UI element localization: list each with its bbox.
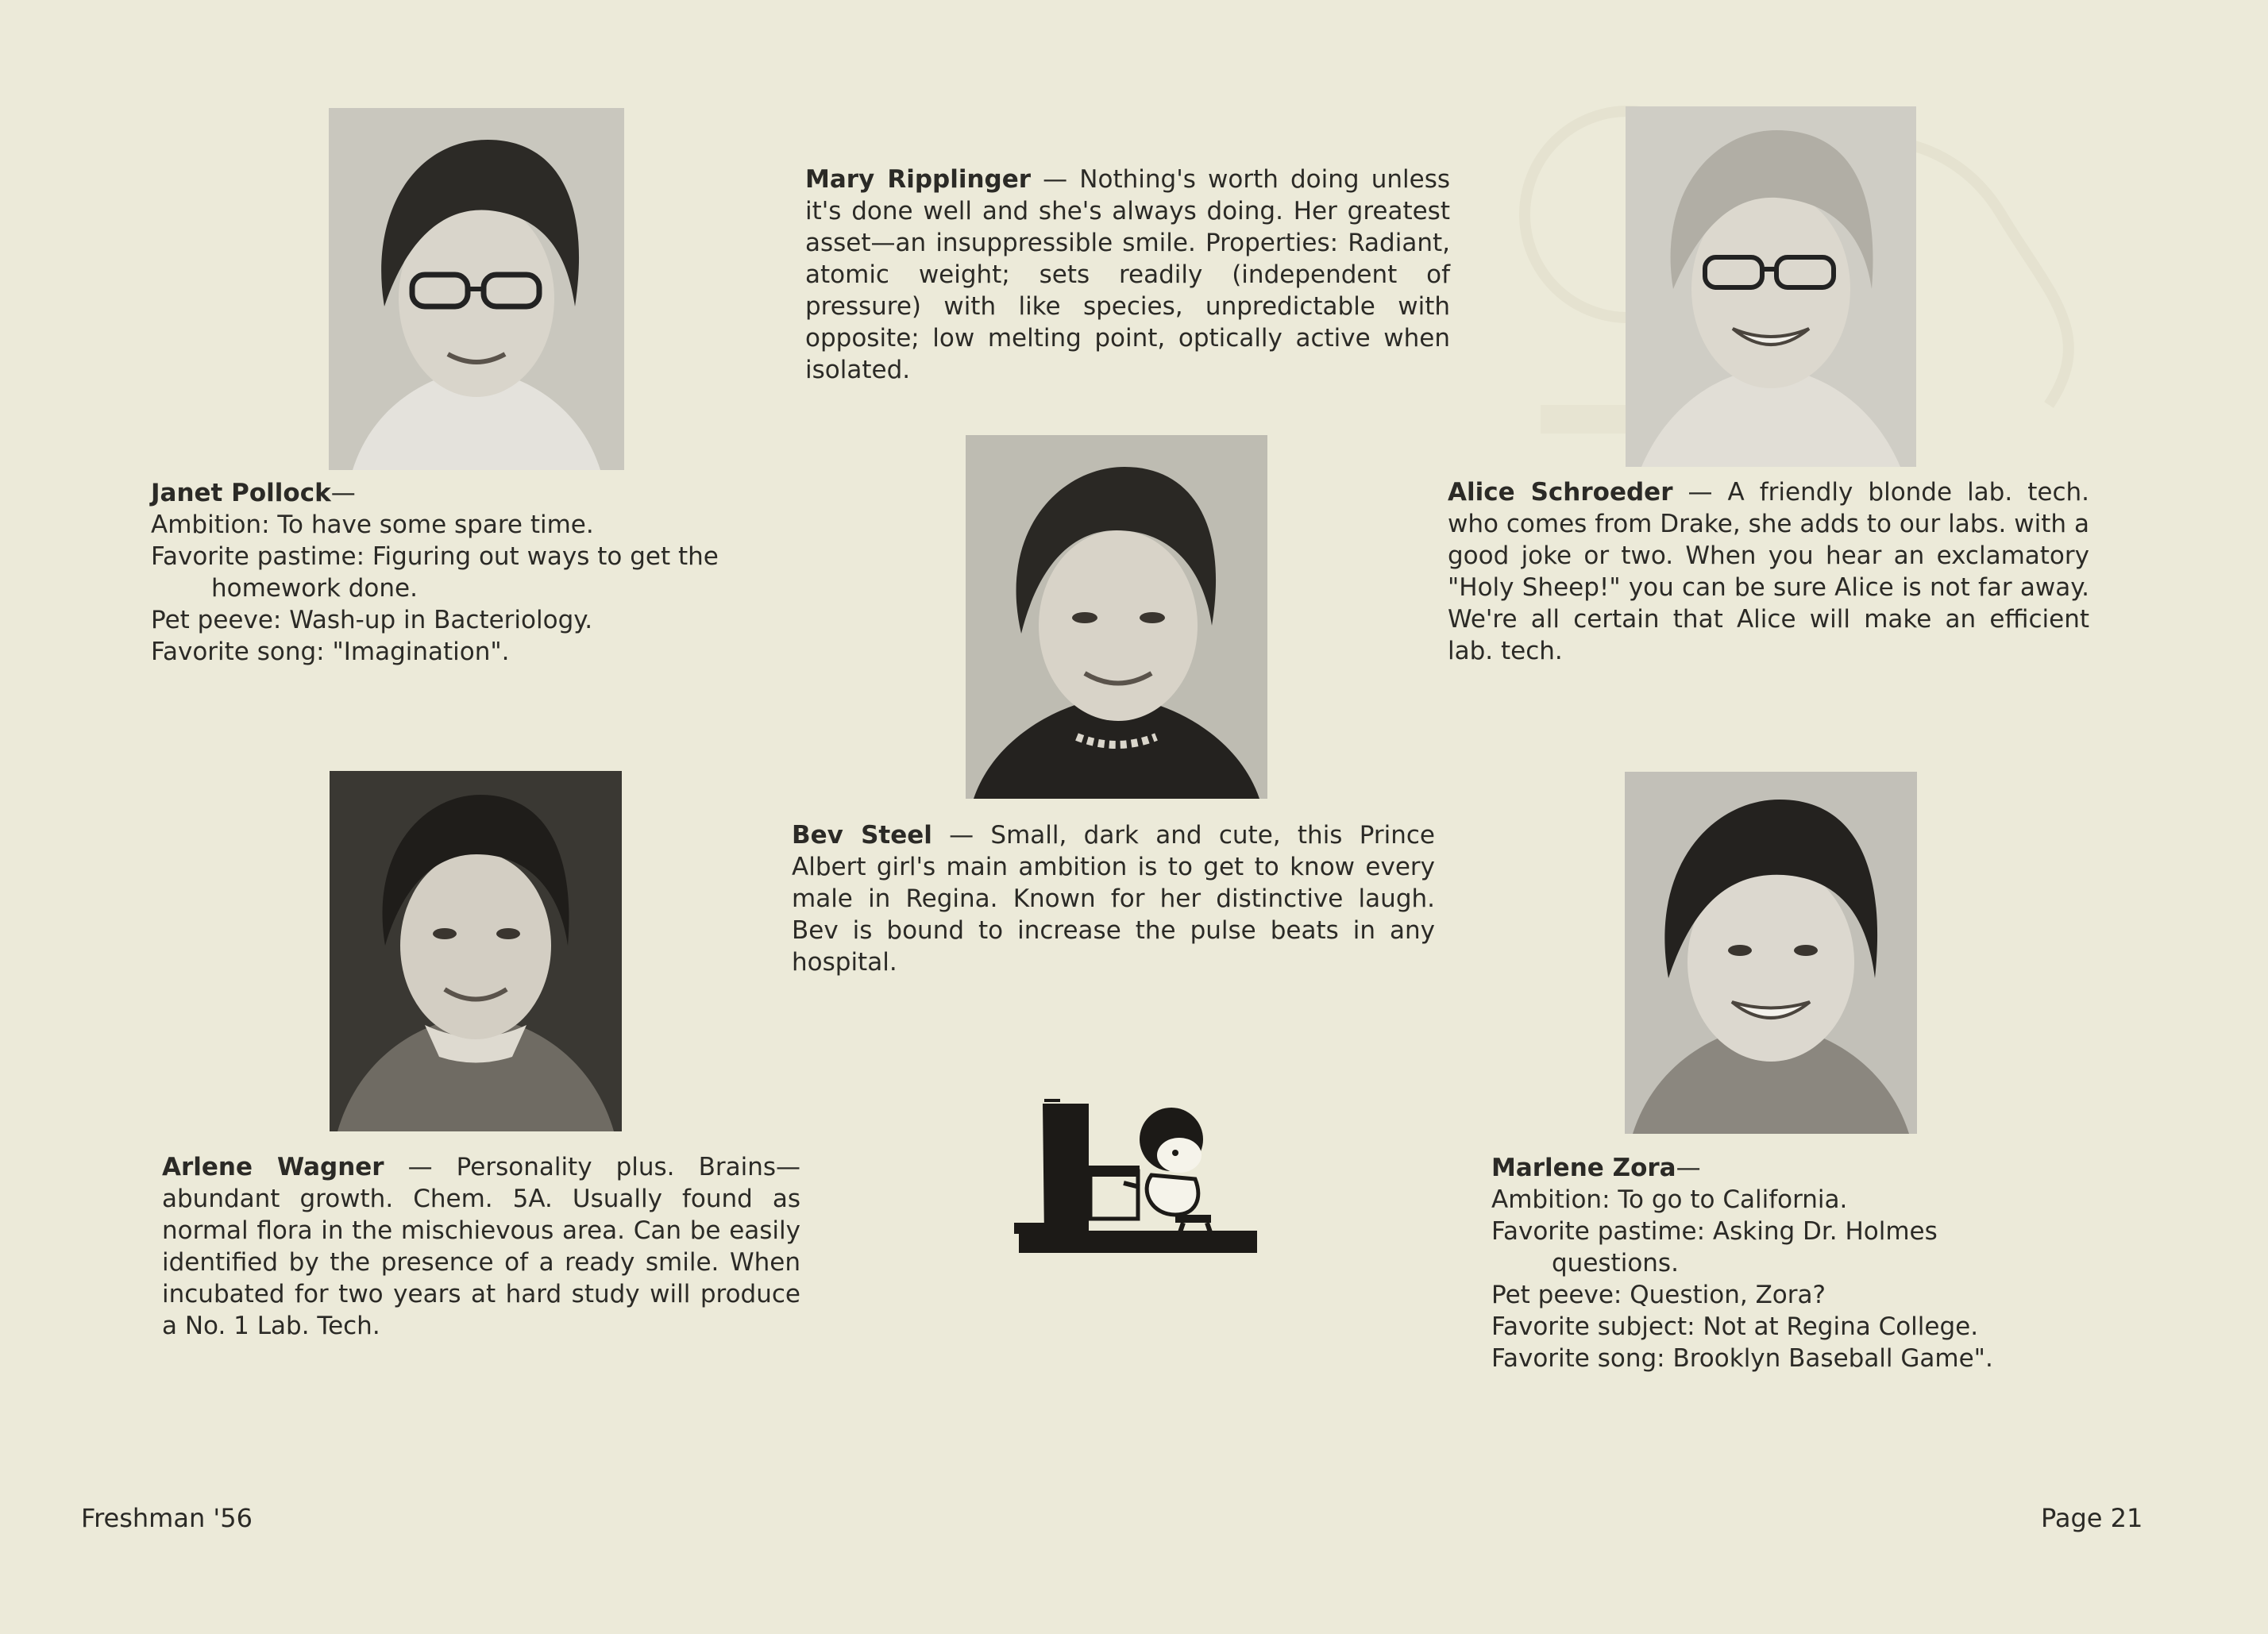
mary-ripplinger-bio: [805, 164, 1450, 386]
marlene-subject: Favorite subject: Not at Regina College.: [1491, 1312, 1979, 1341]
marlene-pastime-cont: questions.: [1552, 1249, 1679, 1278]
marlene-pastime: Favorite pastime: Asking Dr. Holmes: [1491, 1217, 1938, 1246]
mary-ripplinger-name: Mary Ripplinger: [805, 165, 1032, 194]
marlene-zora-bio: [1491, 1152, 2127, 1374]
janet-pastime: Favorite pastime: Figuring out ways to get the: [151, 542, 719, 571]
janet-pollock-dash: —: [330, 479, 356, 507]
bev-steel-photo: [966, 435, 1267, 799]
marlene-peeve: Pet peeve: Question, Zora?: [1491, 1281, 1826, 1309]
janet-pastime-cont: homework done.: [211, 574, 418, 603]
alice-schroeder-photo: [1626, 106, 1916, 467]
alice-schroeder-name: Alice Schroeder: [1448, 478, 1673, 507]
janet-peeve: Pet peeve: Wash-up in Bacteriology.: [151, 606, 593, 634]
alice-schroeder-text: — A friendly blonde lab. tech. who comes from Drake, she adds to our labs. with a good joke or two. When you hear an exclamatory "Holy Sheep!" you can be sure Alice is not far away. We're all certain that Alice will make an efficient lab. tech.: [1448, 478, 2090, 665]
bev-steel-text: — Small, dark and cute, this Prince Albert girl's main ambition is to get to know every male in Regina. Known for her distinctive laugh. Bev is bound to increase the pulse beats in any hospital.: [792, 821, 1435, 977]
janet-pollock-name: Janet Pollock: [151, 479, 331, 507]
cartoon-letter-l-illustration: [1012, 1096, 1259, 1258]
arlene-wagner-bio: [162, 1151, 800, 1342]
janet-pollock-bio: [151, 477, 802, 668]
marlene-ambition: Ambition: To go to California.: [1491, 1185, 1848, 1214]
arlene-wagner-text: — Personality plus. Brains—abundant growth. Chem. 5A. Usually found as normal flora in the mischievous area. Can be easily identified by the presence of a ready smile. When incubated for two years at hard study will produce a No. 1 Lab. Tech.: [162, 1153, 800, 1340]
marlene-song: Favorite song: Brooklyn Baseball Game".: [1491, 1344, 1993, 1373]
bev-steel-name: Bev Steel: [792, 821, 932, 850]
arlene-wagner-name: Arlene Wagner: [162, 1153, 384, 1181]
footer-page-number: Page 21: [2041, 1503, 2143, 1533]
janet-song: Favorite song: "Imagination".: [151, 638, 510, 666]
mary-ripplinger-text: — Nothing's worth doing unless it's done well and she's always doing. Her greatest asset—an insuppressible smile. Properties: Radiant, atomic weight; sets readily (independent of pressure) with like species, unpredictable with opposite; low melting point, optically active when isolated.: [805, 165, 1450, 384]
alice-schroeder-bio: [1448, 476, 2089, 667]
bev-steel-bio: [792, 819, 1435, 978]
marlene-zora-photo: [1625, 772, 1917, 1134]
janet-ambition: Ambition: To have some spare time.: [151, 511, 594, 539]
footer-left: Freshman '56: [81, 1503, 253, 1533]
janet-pollock-photo: [329, 108, 624, 470]
arlene-wagner-photo: [330, 771, 622, 1131]
marlene-zora-dash: —: [1676, 1154, 1701, 1182]
marlene-zora-name: Marlene Zora: [1491, 1154, 1676, 1182]
